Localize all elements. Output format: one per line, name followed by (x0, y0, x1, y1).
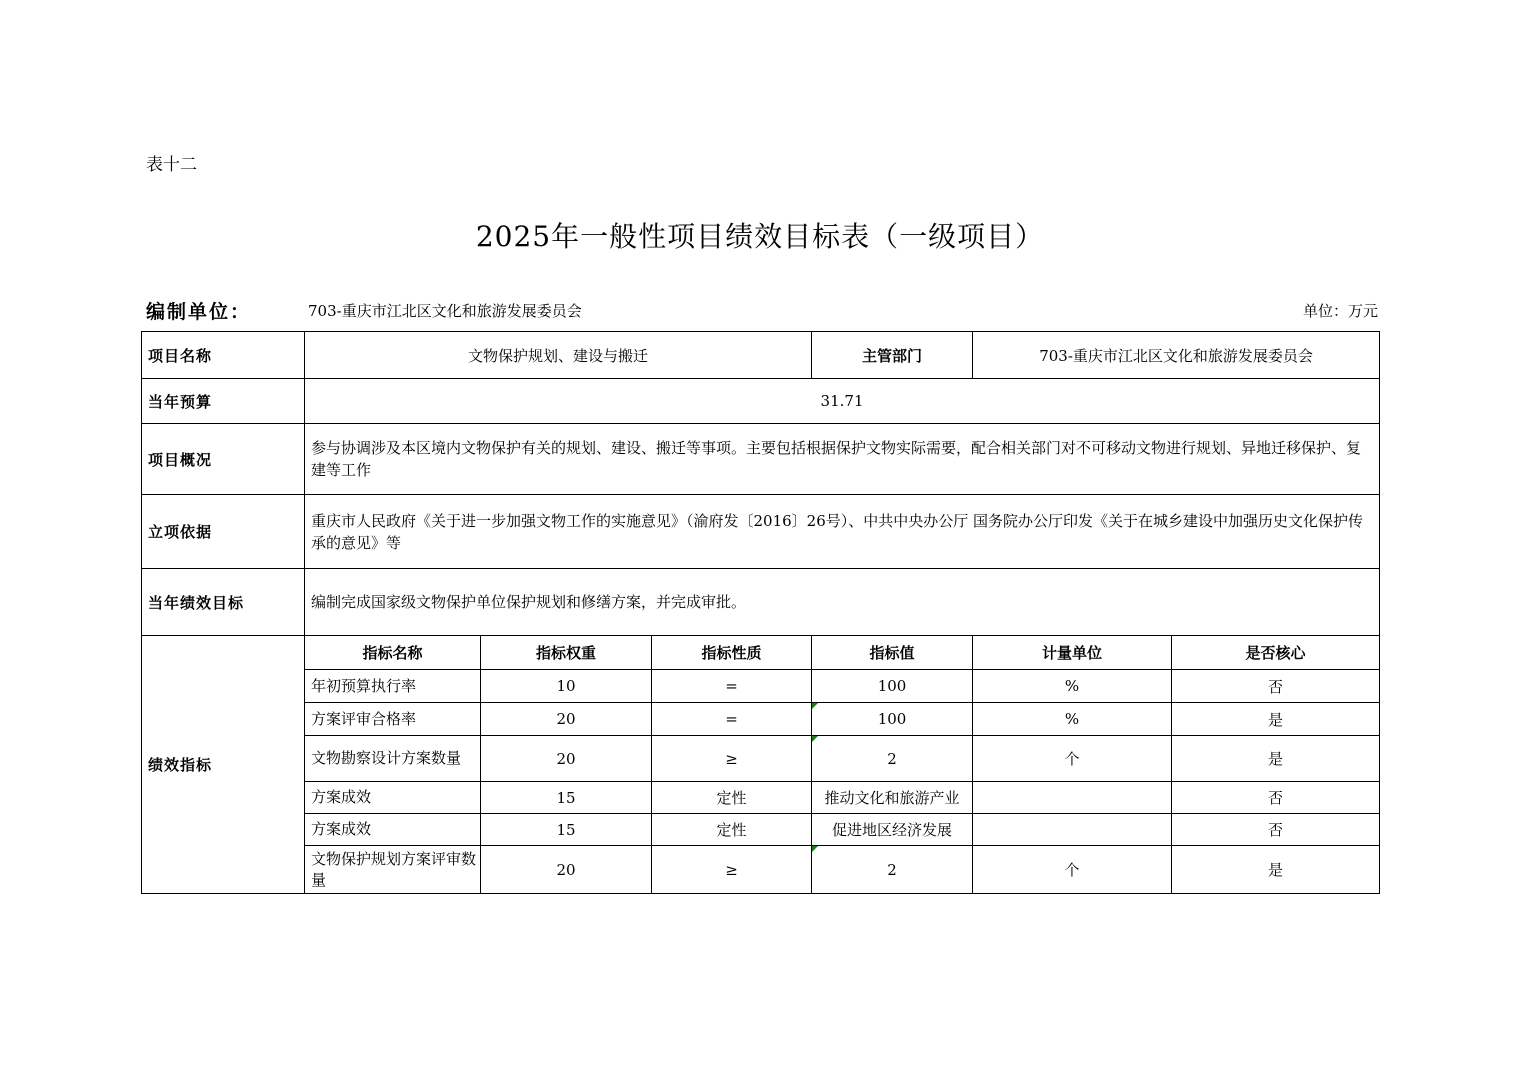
indicators-label: 绩效指标 (142, 636, 305, 894)
indicator-core: 否 (1172, 670, 1380, 703)
indicator-core: 否 (1172, 782, 1380, 814)
indicator-weight: 20 (481, 736, 652, 782)
indicator-nature: 定性 (652, 814, 812, 846)
indicator-weight: 15 (481, 782, 652, 814)
table-row (142, 736, 1380, 782)
row-goal (142, 569, 1380, 636)
indicator-unit: 个 (973, 736, 1172, 782)
goal-text: 编制完成国家级文物保护单位保护规划和修缮方案，并完成审批。 (305, 569, 1380, 636)
org-label: 编制单位： (146, 301, 252, 323)
table-row (142, 782, 1380, 814)
dept-name: 703-重庆市江北区文化和旅游发展委员会 (973, 332, 1380, 379)
indicator-name: 文物保护规划方案评审数量 (305, 846, 481, 894)
indicator-nature: ≥ (652, 736, 812, 782)
indicator-core: 否 (1172, 814, 1380, 846)
indicator-core: 是 (1172, 703, 1380, 736)
row-basis (142, 495, 1380, 569)
indicator-unit (973, 782, 1172, 814)
money-unit: 单位：万元 (1302, 302, 1378, 320)
indicator-unit (973, 814, 1172, 846)
indicator-name: 年初预算执行率 (305, 670, 481, 703)
header-weight: 指标权重 (481, 636, 652, 670)
indicator-core: 是 (1172, 736, 1380, 782)
indicator-value: 2 (812, 846, 973, 894)
indicator-nature: = (652, 703, 812, 736)
indicator-name: 方案评审合格率 (305, 703, 481, 736)
header-unit: 计量单位 (973, 636, 1172, 670)
table-row (142, 814, 1380, 846)
budget-value: 31.71 (305, 379, 1380, 424)
indicator-weight: 20 (481, 703, 652, 736)
indicator-unit: % (973, 670, 1172, 703)
table-row (142, 670, 1380, 703)
table-number: 表十二 (146, 155, 197, 175)
project-name-label: 项目名称 (142, 332, 305, 379)
basis-label: 立项依据 (142, 495, 305, 569)
row-project-name (142, 332, 1380, 379)
indicator-value: 100 (812, 703, 973, 736)
org-name: 703-重庆市江北区文化和旅游发展委员会 (308, 302, 582, 320)
indicator-weight: 20 (481, 846, 652, 894)
table-row (142, 846, 1380, 894)
budget-label: 当年预算 (142, 379, 305, 424)
overview-text: 参与协调涉及本区境内文物保护有关的规划、建设、搬迁等事项。主要包括根据保护文物实际需要，配合相关部门对不可移动文物进行规划、异地迁移保护、复建等工作 (305, 424, 1380, 495)
goal-label: 当年绩效目标 (142, 569, 305, 636)
project-name: 文物保护规划、建设与搬迁 (305, 332, 812, 379)
indicator-name: 文物勘察设计方案数量 (305, 736, 481, 782)
indicator-value: 推动文化和旅游产业 (812, 782, 973, 814)
indicator-name: 方案成效 (305, 814, 481, 846)
header-value: 指标值 (812, 636, 973, 670)
indicator-nature: 定性 (652, 782, 812, 814)
indicator-nature: = (652, 670, 812, 703)
header-nature: 指标性质 (652, 636, 812, 670)
indicator-core: 是 (1172, 846, 1380, 894)
indicator-nature: ≥ (652, 846, 812, 894)
basis-text: 重庆市人民政府《关于进一步加强文物工作的实施意见》（渝府发〔2016〕26号）、中共中央办公厅 国务院办公厅印发《关于在城乡建设中加强历史文化保护传承的意见》等 (305, 495, 1380, 569)
indicator-weight: 15 (481, 814, 652, 846)
header-core: 是否核心 (1172, 636, 1380, 670)
indicator-value: 100 (812, 670, 973, 703)
row-budget (142, 379, 1380, 424)
indicator-unit: 个 (973, 846, 1172, 894)
page-title: 2025年一般性项目绩效目标表（一级项目） (475, 220, 1045, 253)
indicator-name: 方案成效 (305, 782, 481, 814)
indicator-value: 促进地区经济发展 (812, 814, 973, 846)
row-overview (142, 424, 1380, 495)
indicator-weight: 10 (481, 670, 652, 703)
indicator-header-row (142, 636, 1380, 670)
performance-table (141, 331, 1380, 894)
indicator-unit: % (973, 703, 1172, 736)
table-row (142, 703, 1380, 736)
unit-row (146, 297, 1378, 323)
indicator-value: 2 (812, 736, 973, 782)
header-name: 指标名称 (305, 636, 481, 670)
dept-label: 主管部门 (812, 332, 973, 379)
overview-label: 项目概况 (142, 424, 305, 495)
